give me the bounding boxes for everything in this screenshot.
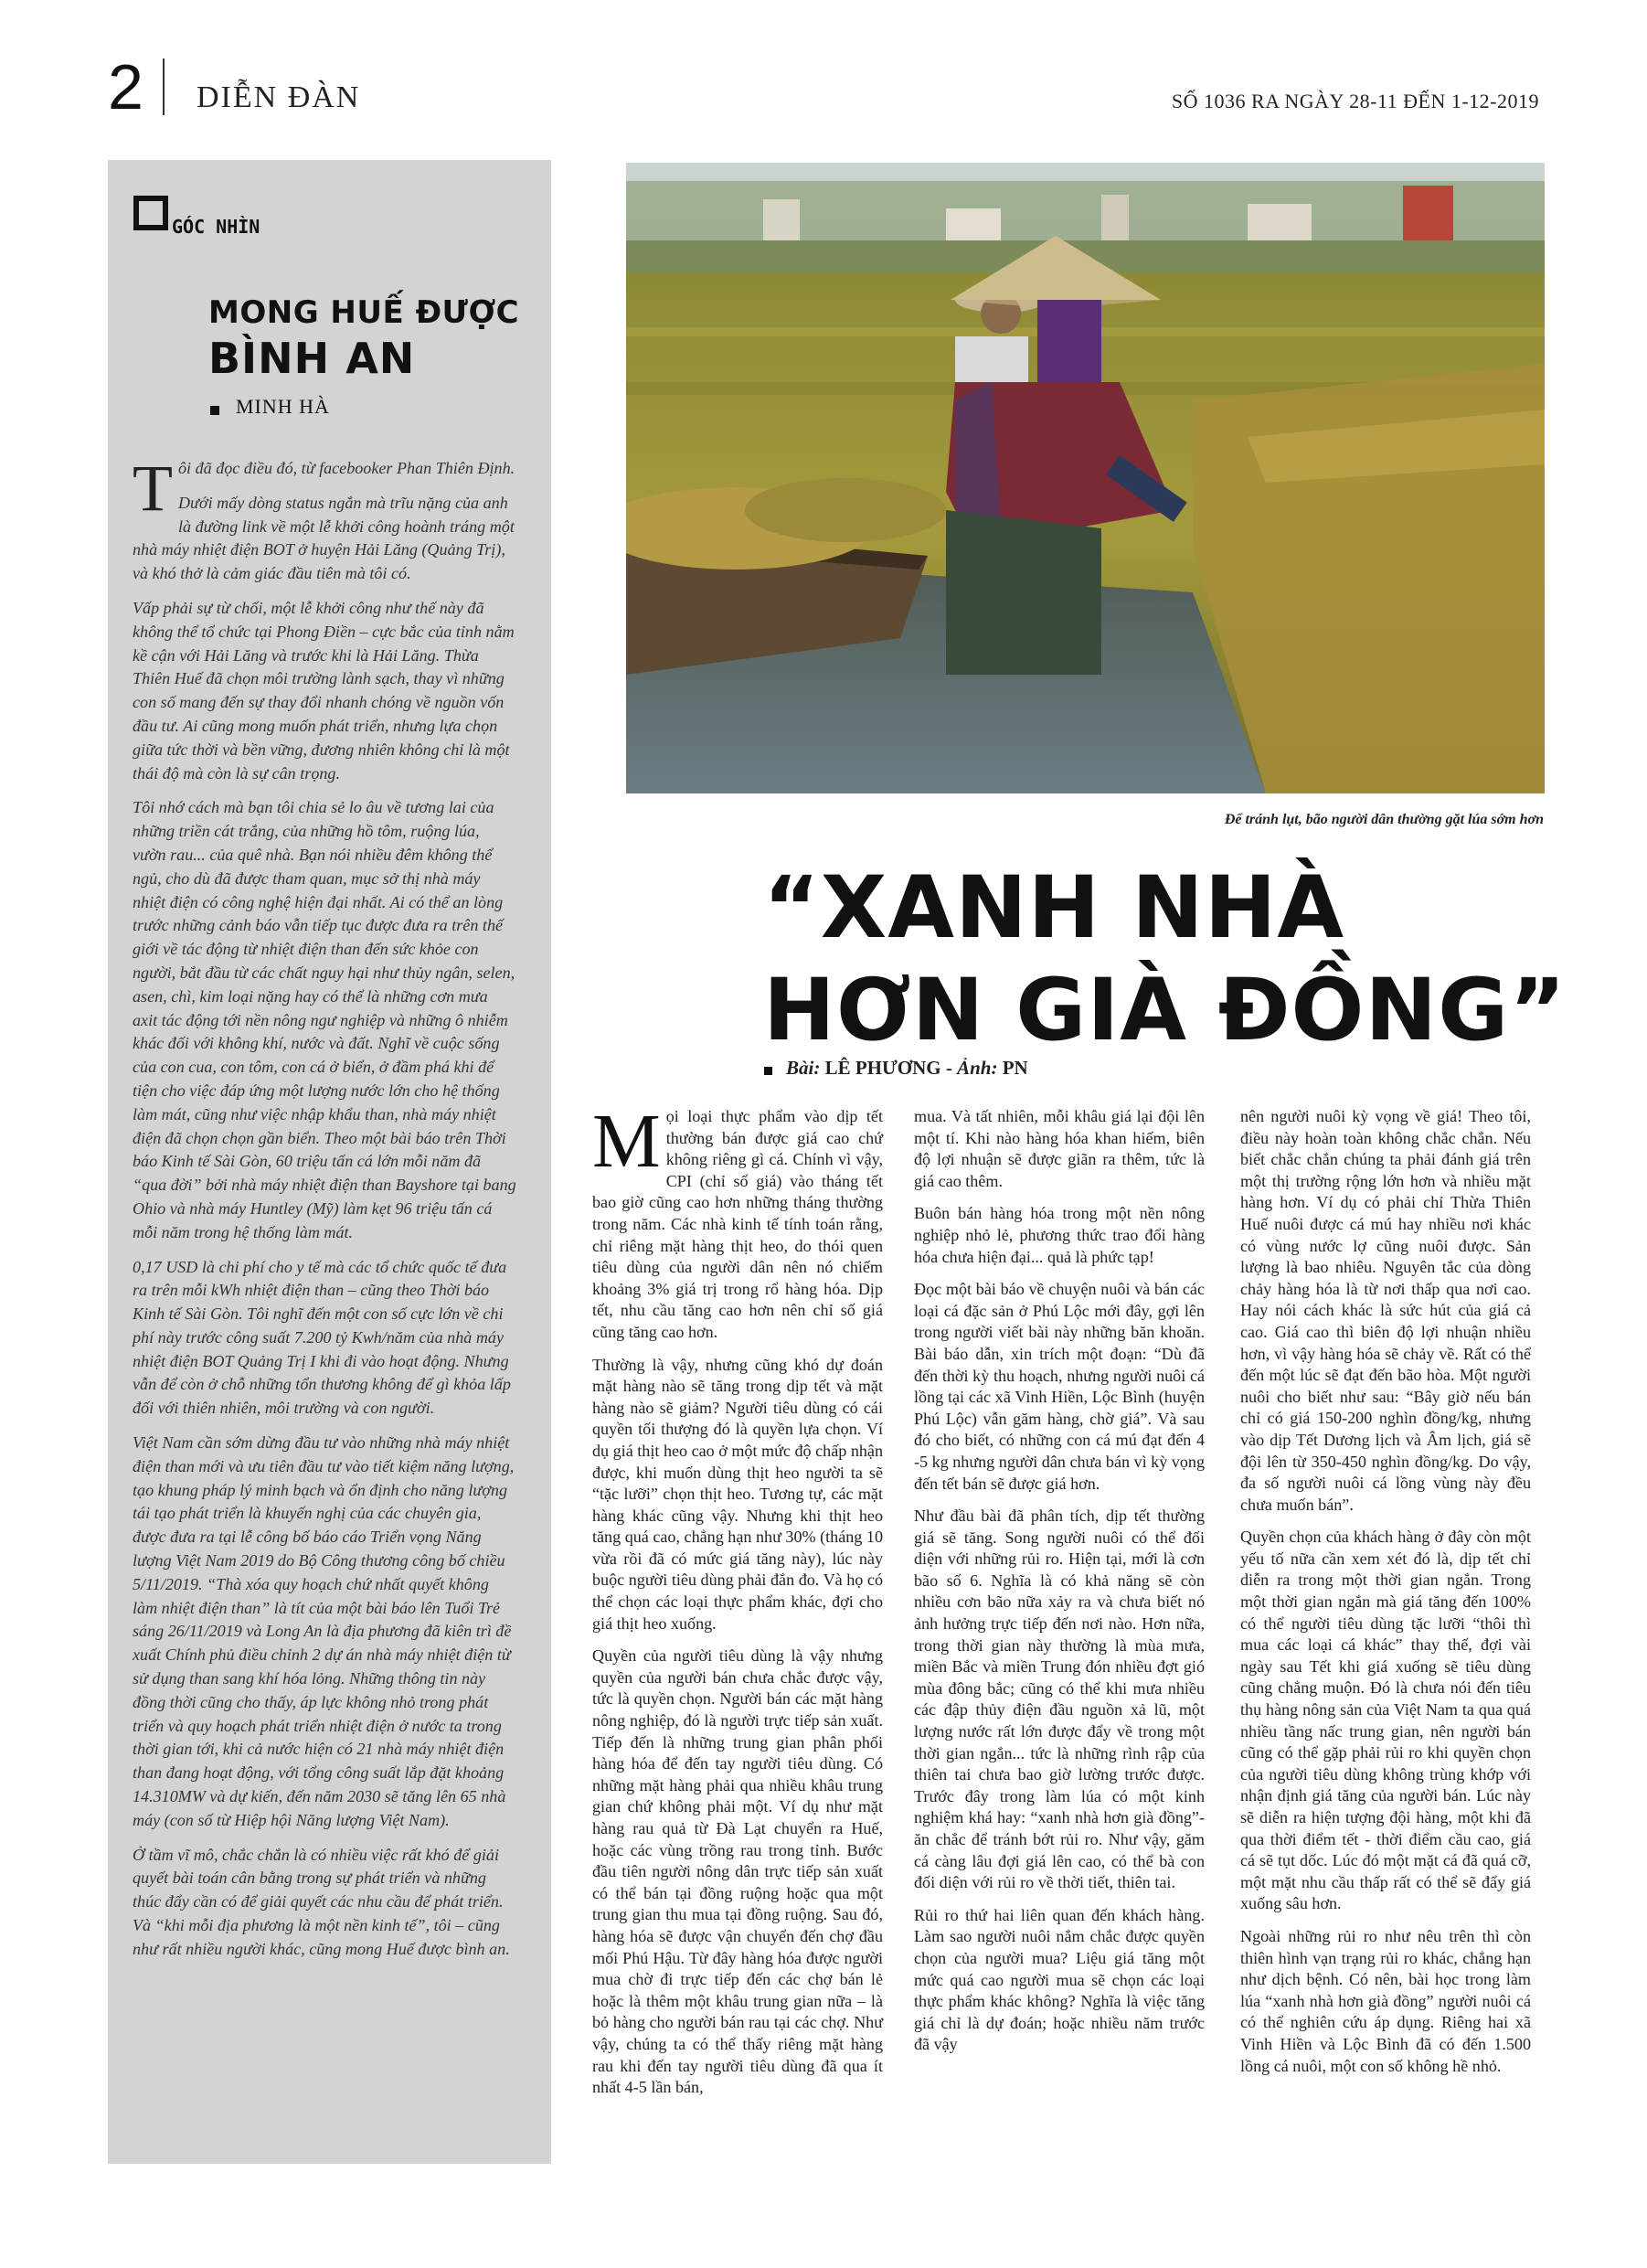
sidebar-paragraph xyxy=(133,452,516,525)
article-paragraph: Buôn bán hàng hóa trong một nền nông nghiệp nhỏ lẻ, phương thức trao đổi hàng hóa chưa hiện đại... quả là phức tạp! xyxy=(914,1204,1205,1266)
byline-separator: - xyxy=(940,1057,958,1079)
sidebar-paragraph-text: ôi đã đọc điều đó, từ facebooker Phan Thiên Định. xyxy=(177,459,515,477)
sidebar-author: MINH HÀ xyxy=(236,395,330,418)
sidebar-paragraph: Việt Nam cần sớm dừng đầu tư vào những nhà máy nhiệt điện than mới và ưu tiên đầu tư vào tiết kiệm năng lượng, tạo khung pháp lý minh bạch và ổn định cho năng lượng tái tạo phát triển là khuyến nghị của các chuyên gia, được đưa ra tại lễ công bố báo cáo Triển vọng Năng lượng Việt Nam 2019 do Bộ Công thương công bố chiều 5/11/2019. “Thà xóa quy hoạch chứ nhất quyết không làm nhiệt điện than” là tít của một bài báo lên Tuổi Trẻ sáng 26/11/2019 và Long An là địa phương đã kiên trì đề xuất Chính phủ điều chỉnh 2 dự án nhà máy nhiệt điện từ sử dụng than sang khí hóa lỏng. Những thông tin này đồng thời cũng cho thấy, áp lực không nhỏ trong phát triển và quy hoạch phát triển nhiệt điện ở nước ta trong thời gian tới, khi cả nước hiện có 21 nhà máy nhiệt điện than đang hoạt động, với tổng công suất lắp đặt khoảng 14.310MW và dự kiến, đến năm 2030 sẽ tăng lên 65 nhà máy (con số từ Hiệp hội Năng lượng Việt Nam). xyxy=(133,1433,515,1829)
article-paragraph: nên người nuôi kỳ vọng về giá! Theo tôi, điều này hoàn toàn không chắc chắn. Nếu biết chắc chắn chúng ta phải đánh giá trên một thị trường rộng lớn hơn và nhiều mặt hàng hơn. Ví dụ có phải chỉ Thừa Thiên Huế nuôi được cá mú hay nhiều nơi khác có vùng nước lợ cũng nuôi được. Sản lượng là bao nhiêu. Nguyên tắc của dòng chảy hàng hóa là từ nơi thấp qua nơi cao. Hay nói cách khác là sức hút của giá cả cao. Giá cao thì biên độ lợi nhuận nhiều hơn, vì vậy hàng hóa sẽ chảy về. Rất có thể đến một lúc sẽ đạt đến bão hòa. Một người nuôi cho biết như sau: “Bây giờ nếu bán chỉ có giá 150-200 nghìn đồng/kg, nhưng vào dịp Tết Dương lịch và Âm lịch, giá sẽ đội lên từ 350-450 nghìn đồng/kg. Do vậy, đa số người nuôi cá lồng vùng này đều chưa muốn bán”. xyxy=(1240,1107,1531,1514)
issue-info: SỐ 1036 RA NGÀY 28-11 ĐẾN 1-12-2019 xyxy=(1171,90,1539,112)
square-bullet-icon xyxy=(210,406,219,415)
byline-label-photo: Ảnh: xyxy=(957,1057,998,1079)
photo-caption: Để tránh lụt, bão người dân thường gặt lúa sớm hơn xyxy=(1224,812,1544,827)
article-headline xyxy=(763,857,1567,1062)
header-divider xyxy=(163,59,165,115)
article-paragraph: Đọc một bài báo về chuyện nuôi và bán các loại cá đặc sản ở Phú Lộc mới đây, gợi lên trong người viết bài này những băn khoăn. Bài báo dẫn, xin trích một đoạn: “Dù đã đến thời kỳ thu hoạch, nhưng người nuôi cá lồng tại các xã Vinh Hiền, Lộc Bình (huyện Phú Lộc) vẫn găm hàng, chờ giá”. Và sau đó cho biết, có những con cá mú đạt đến 4 -5 kg nhưng người dân chưa bán vì kỳ vọng đến tết bán sẽ được giá hơn. xyxy=(914,1280,1205,1493)
sidebar-drop-cap: T xyxy=(133,452,173,525)
article-paragraph: Ngoài những rủi ro như nêu trên thì còn thiên hình vạn trạng rủi ro khác, chẳng hạn như dịch bệnh. Có nên, bài học trong làm lúa “xanh nhà hơn già đồng” người nuôi cá có thể nghiên cứu áp dụng. Riêng hai xã Vinh Hiền và Lộc Bình đã có đến 1.500 lồng cá nuôi, một con số không hề nhỏ. xyxy=(1240,1926,1531,2075)
article-paragraph xyxy=(592,1099,883,1344)
article-byline xyxy=(786,1057,1028,1080)
byline-author: LÊ PHƯƠNG xyxy=(824,1057,941,1079)
article-paragraph: Như đầu bài đã phân tích, dịp tết thường giá sẽ tăng. Song người nuôi có thể đối diện với những rủi ro. Hiện tại, mới là cơn bão số 6. Nghĩa là có khả năng sẽ còn nhiều cơn bão nữa xảy ra và chưa biết nó ảnh hưởng trực tiếp đến nơi nào. Hơn nữa, trong thời gian này thường là mùa mưa, miền Bắc và miền Trung đón nhiều đợt gió mùa đông bắc; cũng có thể khi mưa nhiều các đập thủy điện đầu nguồn xả lũ, một lượng nước rất lớn được đẩy về trong một thời gian ngắn... tức là những rình rập của thiên tai chưa bao giờ lường trước được. Trước đây trong làm lúa có một kinh nghiệm khá hay: “xanh nhà hơn già đồng”- ăn chắc để tránh bớt rủi ro. Như vậy, găm cá càng lâu đợi giá lên cao, có thể bà con đối diện với rủi ro về thời tiết, thiên tai. xyxy=(914,1507,1205,1892)
article-column-1 xyxy=(592,1099,883,2110)
headline-line1: “XANH NHÀ xyxy=(763,858,1345,958)
sidebar-paragraph: Ở tầm vĩ mô, chắc chắn là có nhiều việc rất khó để giải quyết bài toán cân bằng trong sự phát triển và những thúc đẩy cần có để giải quyết các nhu cầu để phát triển. Và “khi mỗi địa phương là một nền kinh tế”, tôi – cũng như rất nhiều người khác, cũng mong Huế được bình an. xyxy=(133,1845,510,1958)
goc-nhin-frame-icon xyxy=(133,196,168,230)
byline-photographer: PN xyxy=(1002,1057,1028,1079)
article-paragraph: mua. Và tất nhiên, mỗi khâu giá lại đội lên một tí. Khi nào hàng hóa khan hiếm, biên độ lợi nhuận sẽ được giãn ra thêm, tức là giá cao thêm. xyxy=(914,1107,1205,1190)
sidebar-paragraph: Vấp phải sự từ chối, một lễ khởi công như thế này đã không thể tổ chức tại Phong Điền – cực bắc của tỉnh nằm kề cận với Hải Lăng và trước khi là Hải Lăng. Thừa Thiên Huế đã chọn môi trường lành sạch, thay vì những con số mang đến sự thay đổi nhanh chóng về nguồn vốn đầu tư. Ai cũng mong muốn phát triển, nhưng lựa chọn giữa tức thời và bền vững, đương nhiên không chỉ là một thái độ mà còn là sự cân trọng. xyxy=(133,598,515,783)
page-number: 2 xyxy=(108,51,143,122)
article-paragraph: Quyền chọn của khách hàng ở đây còn một yếu tố nữa cần xem xét đó là, dịp tết chỉ diễn ra trong một thời gian ngắn. Trong một thời gian ngắn mà giá tăng đến 100% có thể người tiêu dùng tặc lưỡi “thôi thì mua các loại cá khác” thay thế, đợi vài ngày sau Tết khi giá xuống sẽ tiêu dùng cũng chẳng muộn. Đó là chưa nói đến tiêu thụ hàng nông sản của Việt Nam ta qua quá nhiều tầng nấc trung gian, nên người bán cũng có thể gặp phải rủi ro khi quyền chọn của người tiêu dùng không trùng khớp với nhận định giá tăng của người bán. Lúc này sẽ diễn ra hiện tượng đội hàng, một khi đã qua thời điểm tết - thời điểm cầu cao, giá cá sẽ tụt dốc. Lúc đó một mặt cá đã quá cỡ, một mặt nhu cầu thấp rất có thể sẽ đẩy giá xuống sâu hơn. xyxy=(1240,1528,1531,1913)
article-paragraph: Thường là vậy, nhưng cũng khó dự đoán mặt hàng nào sẽ tăng trong dịp tết và mặt hàng nào sẽ giảm? Người tiêu dùng có cái quyền tối thượng đó là quyền lựa chọn. Ví dụ giá thịt heo cao ở một mức độ chấp nhận được, khi muốn dùng thịt heo người ta sẽ “tặc lưỡi” chọn thịt heo. Tương tự, các mặt hàng khác cũng vậy. Nhưng khi thịt heo tăng quá cao, chẳng hạn như 30% (tháng 10 vừa rồi đã có mức giá tăng này), lúc này buộc người tiêu dùng phải đắn đo. Và họ có thể chọn các loại thực phẩm khác, đợi cho giá thịt heo xuống. xyxy=(592,1355,883,1633)
section-name: DIỄN ĐÀN xyxy=(197,80,361,114)
article-paragraph: Rủi ro thứ hai liên quan đến khách hàng. Làm sao người nuôi nắm chắc được quyền chọn của người mua? Liệu giá tăng một mức quá cao người mua sẽ chọn các loại thực phẩm khác không? Nghĩa là việc tăng giá chỉ là dự đoán; hoặc nhiều năm trước đã vậy xyxy=(914,1905,1205,2054)
sidebar-label: GÓC NHÌN xyxy=(168,216,263,238)
sidebar-title-line1: MONG HUẾ ĐƯỢC xyxy=(208,294,520,331)
article-paragraph: Quyền của người tiêu dùng là vậy nhưng quyền của người bán chưa chắc được vậy, tức là quyền chọn. Người bán các mặt hàng nông nghiệp, đó là người trực tiếp sản xuất. Tiếp đến là những trung gian phân phối hàng hóa để đến tay người tiêu dùng. Có những mặt hàng phải qua nhiều khâu trung gian chứ không phải một. Ví dụ như mặt hàng rau quả từ Đà Lạt chuyển ra Huế, hoặc các vùng trồng rau trong tỉnh. Bước đầu tiên người nông dân trực tiếp sản xuất có thể bán tại đồng ruộng hoặc qua một trung gian thu mua tại đồng ruộng. Sau đó, hàng hóa sẽ được vận chuyển đến chợ đầu mối Phú Hậu. Từ đây hàng hóa được người mua chờ đi trực tiếp đến các chợ bán lẻ hoặc là thêm một khâu trung gian nữa – là bỏ hàng cho người bán rau tại các chợ. Như vậy, chúng ta có thể thấy riêng mặt hàng rau khi đến tay người tiêu dùng đã qua ít nhất 4-5 lần bán, xyxy=(592,1646,883,2097)
sidebar-title-line2: BÌNH AN xyxy=(208,334,416,383)
photo-illustration xyxy=(626,163,1545,793)
square-bullet-icon xyxy=(764,1067,772,1075)
headline-line2: HƠN GIÀ ĐỒNG” xyxy=(763,961,1567,1060)
rice-harvest-photo xyxy=(626,163,1545,793)
article-column-3 xyxy=(1240,1106,1531,2088)
byline-label-text: Bài: xyxy=(786,1057,821,1079)
sidebar-paragraph: 0,17 USD là chi phí cho y tế mà các tổ chức quốc tế đưa ra trên mỗi kWh nhiệt điện than – cũng theo Thời báo Kinh tế Sài Gòn. Tôi nghĩ đến một con số cực lớn về chi phí này trước công suất 7.200 tỷ Kwh/năm của nhà máy nhiệt điện BOT Quảng Trị I khi đi vào hoạt động. Nhưng vẫn để còn ở chỗ những tổn thương không để gì khỏa lấp đối với thiên nhiên, môi trường và con người. xyxy=(133,1257,511,1418)
sidebar-body xyxy=(133,452,516,1973)
article-paragraph-text: ọi loại thực phẩm vào dịp tết thường bán được giá cao chứ không riêng gì cá. Chính vì vậy, CPI (chỉ số giá) vào tháng tết bao giờ cũng cao hơn những tháng thường trong năm. Các nhà kinh tế tính toán rằng, chỉ riêng mặt hàng thịt heo, do thói quen tiêu dùng của người dân nên nó chiếm khoảng 3% giá trị trong rổ hàng hóa. Dịp tết, nhu cầu tăng cao hơn nên chỉ số giá cũng tăng cao hơn. xyxy=(592,1107,883,1341)
sidebar-paragraph: Dưới mấy dòng status ngắn mà trĩu nặng của anh là đường link về một lễ khởi công hoành tráng một nhà máy nhiệt điện BOT ở huyện Hải Lăng (Quảng Trị), và khó thở là cảm giác đầu tiên mà tôi có. xyxy=(133,493,515,583)
article-column-2 xyxy=(914,1106,1205,2067)
sidebar-paragraph: Tôi nhớ cách mà bạn tôi chia sẻ lo âu về tương lai của những triền cát trắng, của những hồ tôm, ruộng lúa, vườn rau... của quê nhà. Bạn nói nhiều đêm không thể ngủ, cho dù đã được tham quan, mục sở thị nhà máy nhiệt điện có công nghệ hiện đại nhất. Ai có thể an lòng trước những cảnh báo vẫn tiếp tục được đưa ra trên thế giới về tác động từ nhiệt điện than đến sức khỏe con người, bắt đầu từ các chất nguy hại như thủy ngân, selen, asen, chì, kim loại nặng hay có thể là những cơn mưa axit tác động tới nền nông ngư nghiệp và những ô nhiễm khác đối với không khí, nước và đất. Nghĩ về cuộc sống của con cua, con tôm, con cá ở biển, ở đầm phá khi để tiện cho việc đáp ứng một lượng nước lớn cho hệ thống làm mát, cũng như việc nhập khẩu than, nhà máy nhiệt điện đã chọn chọn gần biển. Theo một bài báo trên Thời báo Kinh tế Sài Gòn, 60 triệu tấn cá lớn mỗi năm đã “qua đời” bởi nhà máy nhiệt điện than Bayshore tại bang Ohio và nhà máy Huntley (Mỹ) làm kẹt 96 triệu tấn cá mỗi năm trong hệ thống làm mát. xyxy=(133,798,516,1241)
article-drop-cap: M xyxy=(592,1099,661,1184)
